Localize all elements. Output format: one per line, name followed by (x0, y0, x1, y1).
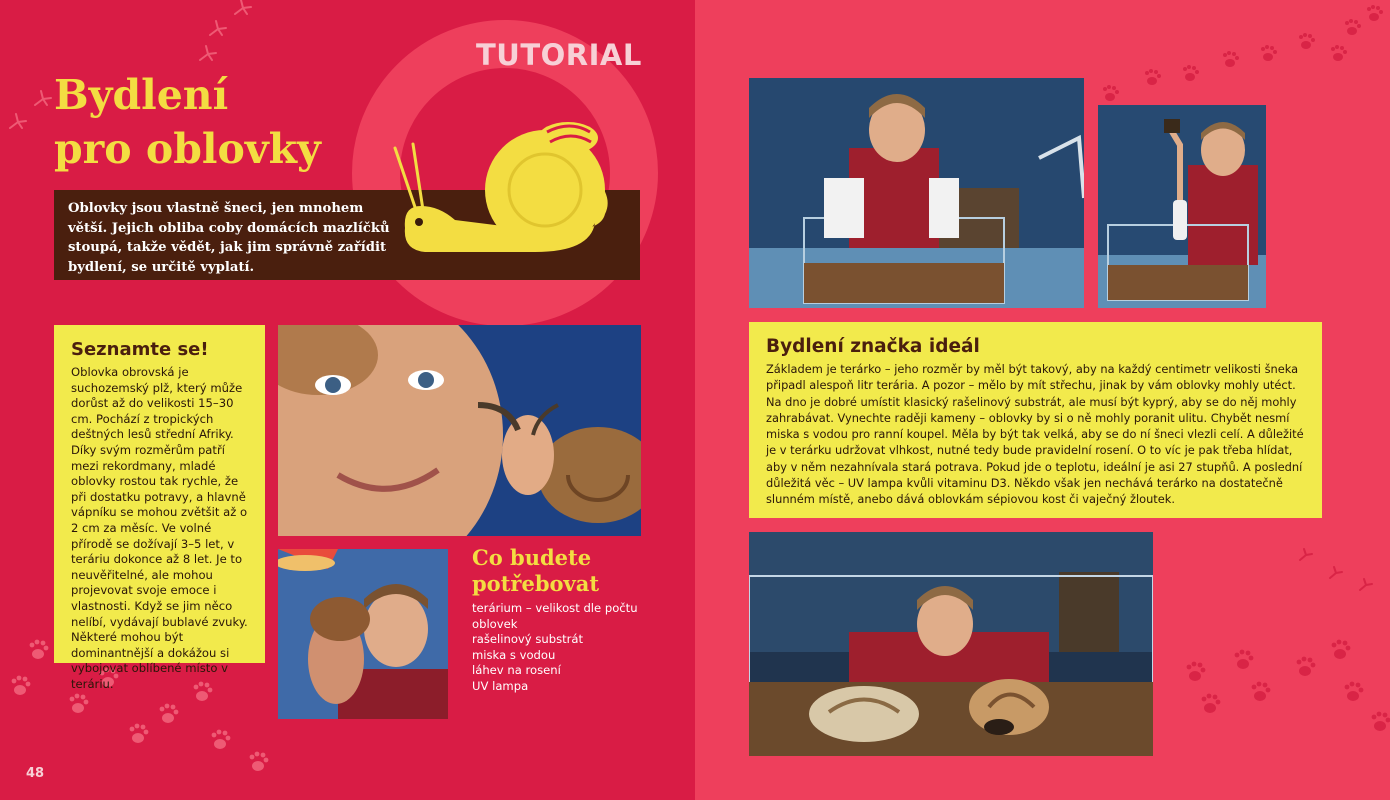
photo-boy-holding-snail-image (278, 549, 448, 719)
needs-list (472, 601, 682, 695)
photo-boy-with-spray (1098, 105, 1266, 308)
meet-heading: Seznamte se! (71, 339, 209, 360)
photo-boy-at-terrarium (749, 78, 1084, 308)
photo-boy-with-snail (278, 325, 641, 536)
needs-heading-line-1: Co budete (472, 545, 592, 570)
needs-heading (472, 545, 682, 597)
title-line-1: Bydlení (54, 71, 229, 119)
title-line-2: pro oblovky (54, 125, 321, 173)
meet-box (54, 325, 265, 691)
right-page (695, 0, 1390, 800)
needs-item: láhev na rosení (472, 663, 561, 678)
paw-prints-bottom-decoration (1165, 540, 1390, 760)
section-label: TUTORIAL (476, 38, 642, 72)
photo-boy-with-spray-image (1098, 105, 1266, 308)
ideal-heading: Bydlení značka ideál (766, 336, 980, 357)
photo-boy-behind-terrarium-image (749, 532, 1153, 756)
page-title (54, 68, 321, 176)
meet-text: Oblovka obrovská je suchozemský plž, který může dorůst až do velikosti 15–30 cm. Pochází z tropických deštných lesů střední Afriky. Díky svým rozměrům patří mezi rekordmany, mladé oblovky rostou tak rychle, že při dostatku potravy, a hlavně vápníku se mohou zvětšit až o 2 cm za měsíc. Ve volné přírodě se dožívají 3–5 let, v teráriu dokonce až 8 let. Je to neuvěřitelné, ale mohou projevovat svoje emoce i vlastnosti. Když se jim něco nelíbí, vydávají bublavé zvuky. Některé mohou být dominantnější a dokážou si vybojovat oblíbené místo v teráriu. (71, 365, 248, 691)
photo-boy-with-snail-image (278, 325, 641, 536)
needs-item: rašelinový substrát (472, 632, 584, 647)
photo-boy-at-terrarium-image (749, 78, 1084, 308)
needs-item: oblovek (472, 616, 518, 631)
page-number: 48 (26, 766, 45, 781)
photo-boy-behind-terrarium (749, 532, 1153, 756)
paw-prints-top-decoration (1090, 0, 1390, 110)
photo-boy-holding-snail (278, 549, 448, 719)
ideal-box (749, 322, 1322, 518)
needs-heading-line-2: potřebovat (472, 571, 600, 596)
needs-item: miska s vodou (472, 647, 556, 662)
snail-illustration (385, 118, 635, 268)
intro-text: Oblovky jsou vlastně šneci, jen mnohem větší. Jejich obliba coby domácích mazlíčků stoupá, takže vědět, jak jim správně zařídit bydlení, se určitě vyplatí. (68, 201, 390, 275)
ideal-text: Základem je terárko – jeho rozměr by měl být takový, aby na každý centimetr velikosti šneka připadl alespoň litr terária. A pozor – mělo by mít střechu, jinak by vám oblovky mohly utéct. Na dno je dobré umístit klasický rašelinový substrát, ale musí být kyprý, aby se do něj mohly zahrabávat. Vynechte raději kameny – oblovky by si o ně mohly poranit ulitu. Chybět nesmí miska s vodou pro ranní koupel. Měla by být tak velká, aby se do ní šneci vlezli celí. A důležité je v terárku udržovat vlhkost, nutné tedy bude pravidelní rosení. O to víc je pak třeba hlídat, aby v něm nezahnívala stará potrava. Pokud jde o teplotu, ideální je asi 27 stupňů. A poslední důležitá věc – UV lampa kvůli vitaminu D3. Někdo však jen nechává terárko na dostatečně slunném místě, anebo dává oblovkám sépiovou kost či vaječný žloutek. (766, 362, 1304, 507)
needs-section (472, 545, 682, 695)
needs-item: UV lampa (472, 678, 529, 693)
needs-item: terárium – velikost dle počtu (472, 601, 638, 615)
